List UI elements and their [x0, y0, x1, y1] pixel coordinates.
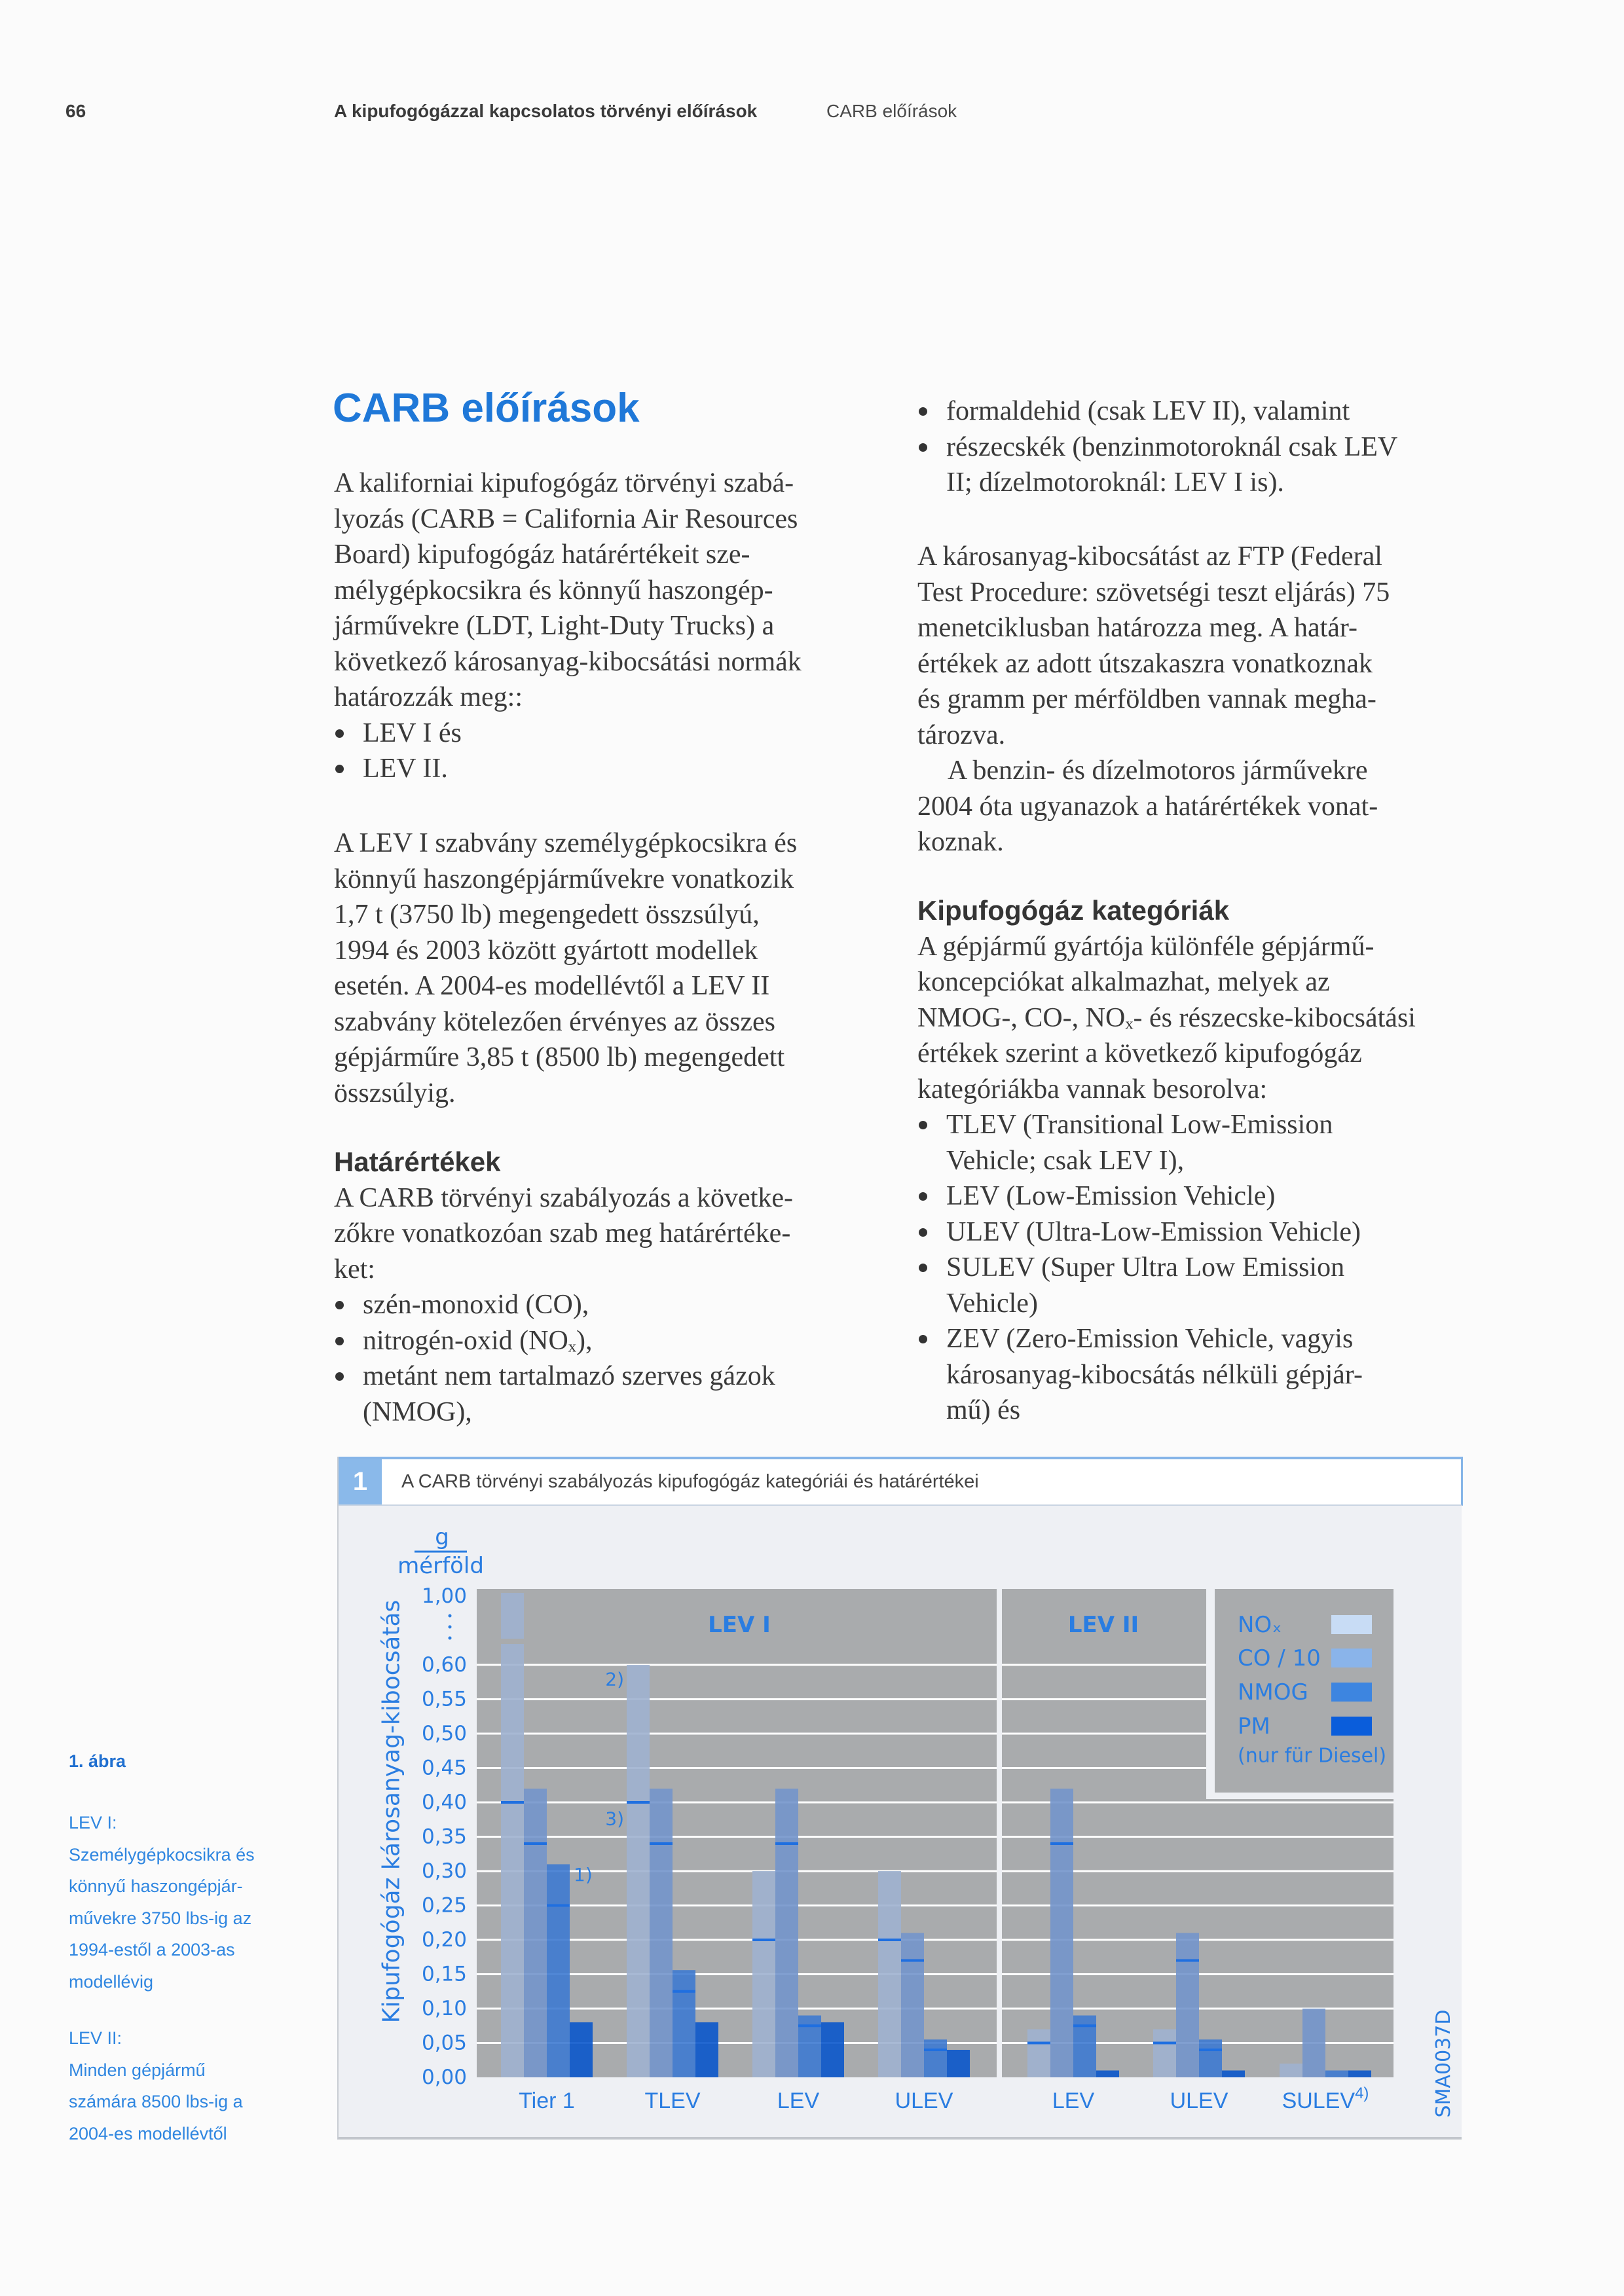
- section-title: CARB előírások: [826, 101, 957, 121]
- y-tick-label: 0,40: [421, 1791, 467, 1814]
- bar-0-1: [627, 1665, 650, 2077]
- text-line: nitrogén-oxid (NOₓ),: [363, 1325, 593, 1356]
- bar-3-3: [947, 2050, 970, 2077]
- text-line: gépjárműre 3,85 t (8500 lb) megengedett: [334, 1042, 785, 1072]
- bar-0-2: [752, 1871, 775, 2077]
- x-category-label: [777, 2088, 820, 2113]
- y-tick-label: 0,05: [421, 2031, 467, 2055]
- text-line: A CARB törvényi szabályozás a követke-: [334, 1182, 793, 1213]
- legend-swatch: [1331, 1717, 1372, 1736]
- footnote-marker: 1): [574, 1863, 593, 1886]
- bar-1-4: [1050, 1789, 1073, 2077]
- y-tick-label: 1,00: [421, 1584, 467, 1608]
- legend-label: NOₓ: [1238, 1612, 1282, 1638]
- bar-3-6: [1348, 2071, 1371, 2078]
- text-line: szabvány kötelezően érvényes az összes: [334, 1006, 776, 1037]
- caption-line: művekre 3750 lbs-ig az: [69, 1908, 252, 1928]
- bullet-icon: [919, 407, 927, 416]
- bar-1-3: [901, 1933, 924, 2078]
- text-line: szén-monoxid (CO),: [363, 1290, 589, 1320]
- text-line: 1994 és 2003 között gyártott modellek: [334, 935, 758, 966]
- ftp-paragraph: [917, 539, 1481, 860]
- text-line: járművekre (LDT, Light-Duty Trucks) a: [334, 611, 775, 641]
- caption-title: LEV I:: [69, 1813, 117, 1832]
- x-category-label: [895, 2088, 953, 2113]
- bar-3-4: [1096, 2071, 1119, 2078]
- x-category-text: LEV: [777, 2088, 820, 2113]
- caption-line: számára 8500 lbs-ig a: [69, 2092, 243, 2111]
- text-line: ULEV (Ultra-Low-Emission Vehicle): [946, 1216, 1361, 1247]
- bar-0-6: [1280, 2064, 1302, 2077]
- caption-line: 1994-estől a 2003-as: [69, 1940, 235, 1959]
- text-line: határozzák meg::: [334, 682, 523, 712]
- bar-3-2: [821, 2022, 844, 2077]
- x-category-footnote: 4): [1355, 2084, 1369, 2102]
- y-unit-numerator: g: [435, 1524, 449, 1550]
- bar-2-5: [1199, 2039, 1222, 2077]
- bar-1-0: [524, 1789, 547, 2077]
- y-tick-label: 0,60: [421, 1653, 467, 1677]
- caption-line: 2004-es modellévtől: [69, 2123, 227, 2143]
- footnote-marker: 2): [605, 1668, 624, 1690]
- legend-label: NMOG: [1238, 1679, 1308, 1705]
- emission-limits-chart: [337, 1506, 1462, 2138]
- figure-code: SMA0037D: [1432, 2009, 1455, 2118]
- x-category-text: LEV: [1052, 2088, 1095, 2113]
- bullet-icon: [335, 765, 344, 773]
- bar-0-5: [1153, 2030, 1176, 2078]
- bullet-icon: [335, 1337, 344, 1345]
- bullet-item: [917, 1178, 1481, 1214]
- bullet-item: [334, 1323, 897, 1359]
- x-category-label: [644, 2088, 700, 2113]
- bar-3-1: [695, 2022, 718, 2077]
- text-line: értékek az adott útszakaszra vonatkoznak: [917, 648, 1373, 679]
- bar-1-5: [1176, 1933, 1199, 2078]
- legend-swatch: [1331, 1649, 1372, 1667]
- bullet-item: [917, 429, 1481, 501]
- legend-label: CO / 10: [1238, 1645, 1321, 1671]
- text-line: károsanyag-kibocsátás nélküli gépjár-: [946, 1359, 1363, 1390]
- bullet-icon: [335, 1301, 344, 1309]
- text-line: TLEV (Transitional Low-Emission: [946, 1110, 1333, 1140]
- bar-3-0: [570, 2022, 593, 2077]
- figure-title: A CARB törvényi szabályozás kipufogógáz kategóriái és határértékei: [401, 1471, 979, 1492]
- x-category-label: [1282, 2085, 1369, 2114]
- bullet-item: [334, 1287, 897, 1323]
- bullet-item: [917, 1214, 1481, 1250]
- text-line: zőkre vonatkozóan szab meg határértéke-: [334, 1218, 791, 1248]
- y-tick-label: 0,00: [421, 2066, 467, 2089]
- x-category-text: ULEV: [1170, 2088, 1228, 2113]
- bar-1-1: [650, 1789, 673, 2077]
- bar-1-6: [1302, 2009, 1325, 2077]
- text-line: formaldehid (csak LEV II), valamint: [946, 396, 1350, 426]
- x-category-text: SULEV: [1282, 2088, 1356, 2113]
- text-line: kategóriákba vannak besorolva:: [917, 1074, 1268, 1104]
- y-tick-label: 0,10: [421, 1997, 467, 2020]
- bar-0-4: [1027, 2030, 1050, 2078]
- caption-lev2: [69, 2022, 318, 2149]
- text-line: 2004 óta ugyanazok a határértékek vonat-: [917, 791, 1378, 822]
- text-line: és gramm per mérföldben vannak megha-: [917, 684, 1376, 714]
- text-line: NMOG-, CO-, NOₓ- és részecske-kibocsátási: [917, 1002, 1416, 1033]
- chapter-title: A kipufogógázzal kapcsolatos törvényi előírások: [334, 101, 758, 121]
- text-line: metánt nem tartalmazó szerves gázok: [363, 1361, 775, 1391]
- text-line: összsúlyig.: [334, 1078, 456, 1108]
- caption-line: Minden gépjármű: [69, 2060, 206, 2080]
- text-line: részecskék (benzinmotoroknál csak LEV: [946, 431, 1398, 462]
- bullet-icon: [919, 1121, 927, 1129]
- pollutant-list: [917, 393, 1481, 501]
- text-line: A kaliforniai kipufogógáz törvényi szabá-: [334, 468, 794, 498]
- figure-title-bar: [339, 1457, 1463, 1506]
- text-line: A gépjármű gyártója különféle gépjármű-: [917, 931, 1375, 962]
- limits-section: [334, 1144, 897, 1430]
- bullet-item: [917, 1321, 1481, 1429]
- text-line: tározva.: [917, 720, 1006, 750]
- bar-2-3: [924, 2039, 947, 2077]
- x-category-text: Tier 1: [519, 2088, 575, 2113]
- bullet-item: [917, 393, 1481, 429]
- caption-line: modellévig: [69, 1971, 154, 1992]
- bar-2-1: [673, 1970, 695, 2077]
- legend-note: (nur für Diesel): [1238, 1744, 1387, 1768]
- y-tick-label: 0,25: [421, 1893, 467, 1918]
- bullet-icon: [919, 1228, 927, 1237]
- text-line: ZEV (Zero-Emission Vehicle, vagyis: [946, 1324, 1354, 1354]
- axis-break-dot: [449, 1626, 452, 1629]
- legend-label: PM: [1238, 1713, 1270, 1740]
- bullet-item: [917, 1250, 1481, 1321]
- intro-paragraph: [334, 465, 897, 787]
- text-line: mélygépkocsikra és könnyű haszongép-: [334, 575, 773, 606]
- x-category-label: [519, 2088, 575, 2113]
- article-title: CARB előírások: [333, 386, 640, 431]
- text-line: (NMOG),: [363, 1396, 472, 1427]
- caption-line: Személygépkocsikra és: [69, 1844, 255, 1865]
- text-line: koznak.: [917, 827, 1004, 857]
- lev-paragraph: [334, 826, 897, 1111]
- legend-swatch: [1331, 1683, 1372, 1702]
- limits-heading: Határértékek: [334, 1146, 501, 1177]
- y-tick-label: 0,30: [421, 1859, 467, 1883]
- bullet-icon: [919, 443, 927, 452]
- bar-1-2: [775, 1789, 798, 2077]
- page-number: 66: [65, 101, 86, 121]
- bar-0-0: [501, 1593, 524, 2077]
- axis-break-dot: [449, 1637, 452, 1640]
- text-line: LEV I és: [363, 718, 462, 748]
- text-line: Board) kipufogógáz határértékeit sze-: [334, 539, 750, 570]
- bullet-item: [334, 751, 897, 787]
- y-unit-denominator: mérföld: [397, 1553, 484, 1579]
- group-label: LEV I: [708, 1612, 771, 1638]
- text-line: A benzin- és dízelmotoros járművekre: [948, 756, 1368, 786]
- bar-3-5: [1222, 2071, 1245, 2078]
- bar-0-3: [878, 1871, 901, 2077]
- bullet-item: [334, 1358, 897, 1430]
- text-line: értékek szerint a következő kipufogógáz: [917, 1038, 1362, 1068]
- caption-title: LEV II:: [69, 2028, 122, 2048]
- bar-2-0: [547, 1865, 570, 2078]
- bullet-item: [917, 1107, 1481, 1178]
- text-line: koncepciókat alkalmazhat, melyek az: [917, 967, 1330, 997]
- x-category-text: ULEV: [895, 2088, 953, 2113]
- bullet-icon: [919, 1264, 927, 1272]
- text-line: LEV II.: [363, 754, 448, 784]
- bullet-icon: [335, 729, 344, 738]
- bullet-item: [334, 716, 897, 752]
- y-tick-label: 0,35: [421, 1825, 467, 1849]
- bullet-icon: [919, 1192, 927, 1201]
- x-category-text: TLEV: [644, 2088, 701, 2113]
- y-tick-label: 0,45: [421, 1756, 467, 1780]
- text-line: következő károsanyag-kibocsátási normák: [334, 646, 802, 677]
- text-line: 1,7 t (3750 lb) megengedett összsúlyú,: [334, 900, 760, 930]
- figure-number-badge: 1: [339, 1459, 382, 1504]
- text-line: ket:: [334, 1254, 375, 1285]
- text-line: SULEV (Super Ultra Low Emission: [946, 1252, 1345, 1283]
- x-category-label: [1052, 2088, 1095, 2113]
- text-line: könnyű haszongépjárművekre vonatkozik: [334, 864, 794, 894]
- text-line: II; dízelmotoroknál: LEV I is).: [946, 467, 1284, 498]
- legend-swatch: [1331, 1615, 1372, 1634]
- text-line: A károsanyag-kibocsátást az FTP (Federal: [917, 541, 1382, 572]
- bullet-icon: [919, 1335, 927, 1343]
- y-tick-label: 0,50: [421, 1722, 467, 1745]
- y-axis-title: Kipufogógáz károsanyag-kibocsátás: [378, 1599, 405, 2024]
- text-line: Test Procedure: szövetségi teszt eljárás) 75: [917, 577, 1390, 608]
- axis-break-dot: [449, 1614, 452, 1618]
- figure-label: 1. ábra: [69, 1751, 126, 1771]
- y-tick-label: 0,15: [421, 1962, 467, 1986]
- text-line: Vehicle; csak LEV I),: [946, 1145, 1185, 1176]
- axis-break-gap: [501, 1639, 524, 1644]
- text-line: menetciklusban határozza meg. A határ-: [917, 613, 1358, 643]
- figure-caption-label: [69, 1745, 318, 1777]
- group-label: LEV II: [1067, 1612, 1139, 1638]
- footnote-marker: 3): [605, 1808, 624, 1830]
- text-line: Vehicle): [946, 1288, 1038, 1319]
- text-line: lyozás (CARB = California Air Resources: [334, 503, 798, 534]
- text-line: esetén. A 2004-es modellévtől a LEV II: [334, 971, 770, 1001]
- y-tick-label: 0,20: [421, 1928, 467, 1952]
- categories-heading: Kipufogógáz kategóriák: [917, 895, 1230, 926]
- x-category-label: [1170, 2088, 1228, 2113]
- text-line: mű) és: [946, 1395, 1021, 1425]
- bar-2-6: [1325, 2071, 1348, 2078]
- caption-line: könnyű haszongépjár-: [69, 1876, 243, 1896]
- y-tick-label: 0,55: [421, 1687, 467, 1711]
- text-line: LEV (Low-Emission Vehicle): [946, 1181, 1276, 1211]
- text-line: A LEV I szabvány személygépkocsikra és: [334, 828, 798, 858]
- categories-section: [917, 893, 1481, 1429]
- caption-lev1: [69, 1807, 318, 1997]
- bullet-icon: [335, 1372, 344, 1381]
